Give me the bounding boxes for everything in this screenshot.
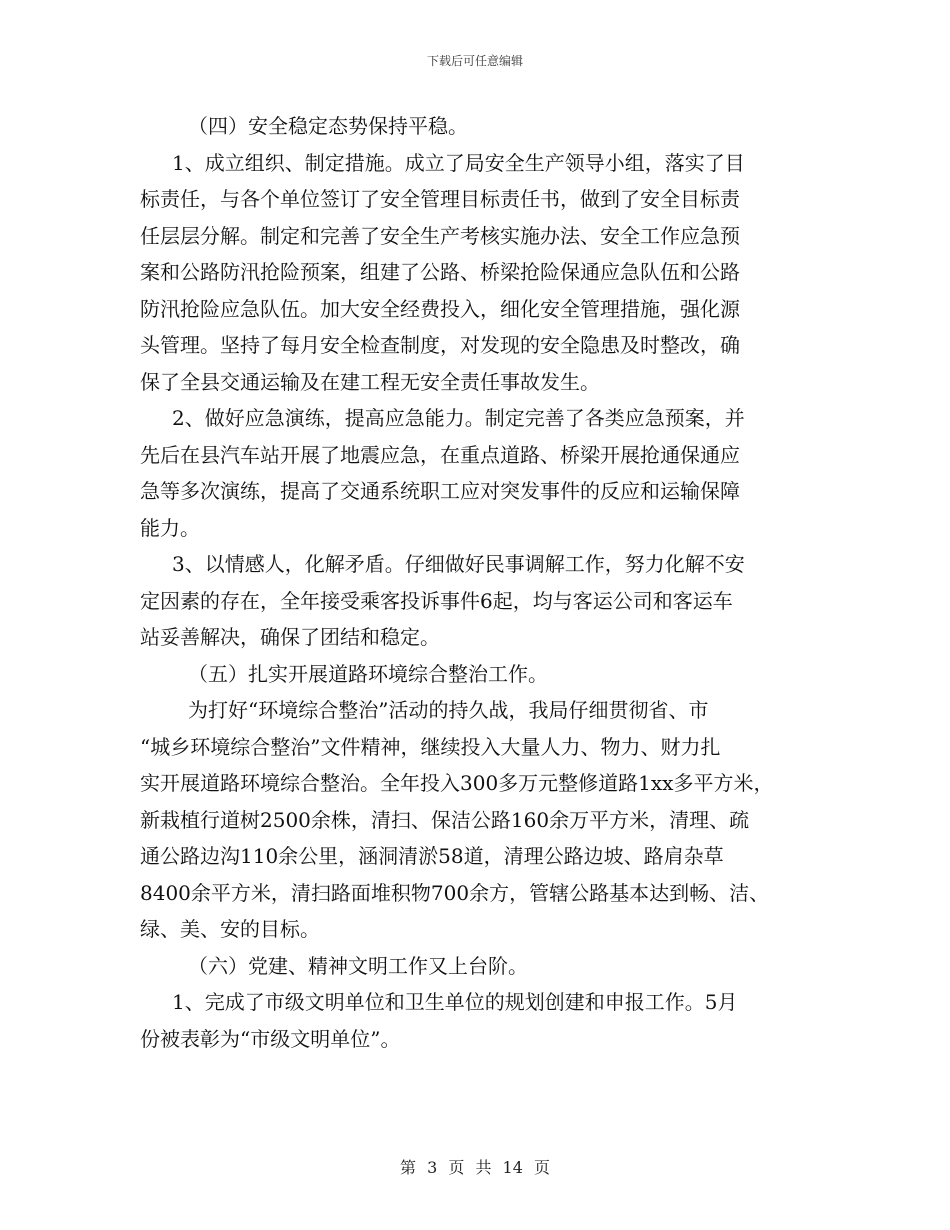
text-line: （五）扎实开展道路环境综合整治工作。 (188, 661, 548, 686)
text-line: （四）安全稳定态势保持平稳。 (188, 114, 468, 138)
text-line: 定因素的存在，全年接受乘客投诉事件6起，均与客运公司和客运车 (140, 588, 733, 613)
text-line: 任层层分解。制定和完善了安全生产考核实施办法、安全工作应急预 (140, 223, 740, 248)
text-line: 头管理。坚持了每月安全检查制度，对发现的安全隐患及时整改，确 (140, 333, 740, 357)
text-line: 8400余平方米，清扫路面堆积物700余方，管辖公路基本达到畅、洁、 (140, 880, 770, 905)
text-line: 1、完成了市级文明单位和卫生单位的规划创建和申报工作。5月 (172, 990, 738, 1014)
text-line: 实开展道路环境综合整治。全年投入300多万元整修道路1xx多平方米， (140, 771, 774, 795)
text-line: （六）党建、精神文明工作又上台阶。 (188, 953, 528, 978)
text-line: 急等多次演练，提高了交通系统职工应对突发事件的反应和运输保障 (140, 479, 740, 503)
document-body (140, 108, 824, 1057)
text-line: 能力。 (140, 515, 200, 540)
text-line: 保了全县交通运输及在建工程无安全责任事故发生。 (140, 369, 600, 394)
text-line: 为打好“环境综合整治”活动的持久战，我局仔细贯彻省、市 (188, 698, 709, 722)
text-line: 案和公路防汛抢险预案，组建了公路、桥梁抢险保通应急队伍和公路 (140, 260, 740, 284)
text-line: 防汛抢险应急队伍。加大安全经费投入，细化安全管理措施，强化源 (140, 296, 740, 321)
text-line: “城乡环境综合整治”文件精神，继续投入大量人力、物力、财力扎 (140, 734, 721, 759)
text-line: 3、以情感人，化解矛盾。仔细做好民事调解工作，努力化解不安 (172, 552, 745, 576)
text-line: 1、成立组织、制定措施。成立了局安全生产领导小组，落实了目 (172, 150, 745, 175)
page-header: 下载后可任意编辑 (426, 54, 523, 68)
text-line: 标责任，与各个单位签订了安全管理目标责任书，做到了安全目标责 (140, 187, 740, 211)
text-line: 新栽植行道树2500余株，清扫、保洁公路160余万平方米，清理、疏 (140, 807, 750, 832)
text-line: 通公路边沟110余公里，涵洞清淤58道，清理公路边坡、路肩杂草 (140, 844, 724, 868)
page-number: 第 3 页 共 14 页 (400, 1158, 550, 1177)
text-line: 2、做好应急演练，提高应急能力。制定完善了各类应急预案，并 (172, 406, 745, 430)
text-line: 先后在县汽车站开展了地震应急，在重点道路、桥梁开展抢通保通应 (140, 442, 740, 467)
text-line: 站妥善解决，确保了团结和稳定。 (140, 625, 440, 649)
text-line: 绿、美、安的目标。 (140, 917, 320, 941)
text-line: 份被表彰为“市级文明单位”。 (140, 1026, 401, 1051)
